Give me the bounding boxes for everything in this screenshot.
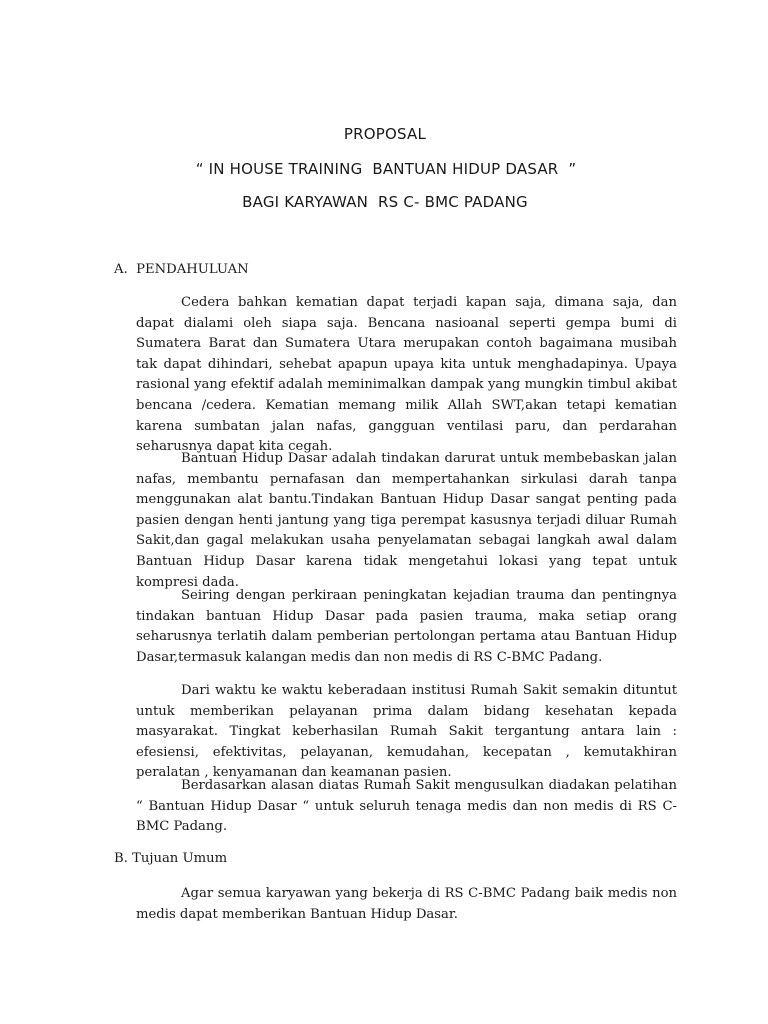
section-heading-tujuan-umum: B. Tujuan Umum (114, 851, 228, 866)
paragraph: Seiring dengan perkiraan peningkatan kejadian trauma dan pentingnya tindakan bantuan Hidup Dasar pada pasien trauma, maka setiap orang seharusnya terlatih dalam pemberian pertolongan pertama atau Bantuan Hidup Dasar,termasuk kalangan medis dan non medis di RS C-BMC Padang. (136, 588, 677, 665)
paragraph: Agar semua karyawan yang bekerja di RS C-BMC Padang baik medis non medis dapat memberikan Bantuan Hidup Dasar. (136, 886, 677, 922)
document-subtitle-audience: BAGI KARYAWAN RS C- BMC PADANG (242, 193, 528, 211)
paragraph: Dari waktu ke waktu keberadaan institusi Rumah Sakit semakin dituntut untuk memberikan pelayanan prima dalam bidang kesehatan kepada masyarakat. Tingkat keberhasilan Rumah Sakit tergantung antara lain : efesiensi, efektivitas, pelayanan, kemudahan, kecepatan , kemutakhiran peralatan , kenyamanan dan keamanan pasien. (136, 683, 677, 781)
paragraph: Bantuan Hidup Dasar adalah tindakan darurat untuk membebaskan jalan nafas, membantu pernafasan dan mempertahankan sirkulasi darah tanpa menggunakan alat bantu.Tindakan Bantuan Hidup Dasar sangat penting pada pasien dengan henti jantung yang tiga perempat kasusnya terjadi diluar Rumah Sakit,dan gagal melakukan usaha penyelamatan sebagai langkah awal dalam Bantuan Hidup Dasar karena tidak mengetahui lokasi yang tepat untuk kompresi dada. (136, 451, 677, 590)
section-heading-pendahuluan: A. PENDAHULUAN (114, 262, 249, 277)
paragraph: Berdasarkan alasan diatas Rumah Sakit mengusulkan diadakan pelatihan “ Bantuan Hidup Dasar “ untuk seluruh tenaga medis dan non medis di RS C-BMC Padang. (136, 778, 677, 835)
document-title: PROPOSAL (343, 125, 427, 143)
document-subtitle: “ IN HOUSE TRAINING BANTUAN HIDUP DASAR ” (195, 160, 577, 178)
paragraph: Cedera bahkan kematian dapat terjadi kapan saja, dimana saja, dan dapat dialami oleh siapa saja. Bencana nasioanal seperti gempa bumi di Sumatera Barat dan Sumatera Utara merupakan contoh bagaimana musibah tak dapat dihindari, sehebat apapun upaya kita untuk menghadapinya. Upaya rasional yang efektif adalah meminimalkan dampak yang mungkin timbul akibat bencana /cedera. Kematian memang milik Allah SWT,akan tetapi kematian karena sumbatan jalan nafas, gangguan ventilasi paru, dan perdarahan seharusnya dapat kita cegah. (136, 295, 677, 455)
